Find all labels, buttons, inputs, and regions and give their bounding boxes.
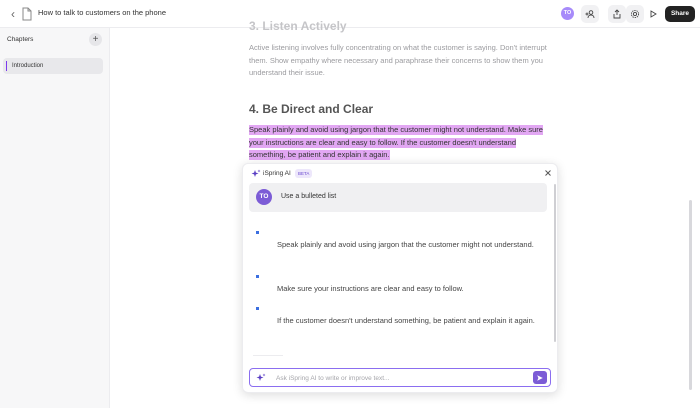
bullet-marker [256, 231, 259, 234]
avatar: TO [256, 189, 272, 205]
divider [253, 355, 283, 356]
ai-panel-title: iSpring AI [263, 170, 291, 177]
add-user-button[interactable] [581, 5, 599, 23]
close-icon[interactable] [543, 168, 553, 178]
sidebar-item-introduction[interactable] [3, 58, 103, 74]
section-paragraph[interactable]: Active listening involves fully concentrating on what the customer is saying. Don't interrupt them. Show empathy where necessary and paraphrase their concerns to show them you understand their issue. [249, 43, 547, 77]
beta-badge: BETA [295, 169, 312, 178]
preview-button[interactable] [644, 5, 662, 23]
bullet-marker [256, 307, 259, 310]
upload-icon [612, 9, 622, 19]
export-button[interactable] [608, 5, 626, 23]
sparkle-icon [256, 373, 266, 383]
chapters-heading: Chapters [7, 36, 34, 43]
selected-paragraph[interactable] [249, 124, 554, 162]
top-bar [0, 0, 700, 28]
list-item: If the customer doesn't understand something, be patient and explain it again. [277, 316, 535, 325]
list-item: Make sure your instructions are clear and easy to follow. [277, 284, 464, 293]
page-scrollbar[interactable] [689, 200, 692, 390]
add-user-icon [585, 9, 595, 19]
list-item: Speak plainly and avoid using jargon that the customer might not understand. [277, 240, 534, 249]
ai-assistant-panel [242, 163, 558, 393]
add-chapter-button[interactable]: + [89, 33, 102, 46]
collaborator-avatar[interactable]: TO [561, 7, 574, 20]
ai-panel-scrollbar[interactable] [554, 184, 556, 342]
sidebar-item-label: Introduction [12, 63, 44, 69]
prompt-text: Use a bulleted list [281, 193, 337, 200]
document-title: How to talk to customers on the phone [38, 8, 166, 17]
send-icon [536, 374, 544, 382]
sparkle-icon [251, 169, 261, 179]
active-indicator [6, 61, 7, 71]
user-prompt [249, 183, 547, 212]
play-icon [648, 9, 658, 19]
share-button[interactable]: Share [665, 6, 695, 22]
section-heading: 3. Listen Actively [249, 19, 347, 33]
text-selection[interactable]: Speak plainly and avoid using jargon that the customer might not understand. Make sure your instructions are clear and easy to follow. If the customer doesn't understand something, be patient and explain it again. [249, 125, 543, 159]
gear-icon [630, 9, 640, 19]
back-arrow-icon[interactable]: ‹ [11, 7, 15, 21]
settings-button[interactable] [626, 5, 644, 23]
send-button[interactable] [533, 371, 547, 384]
ai-prompt-input[interactable] [276, 372, 516, 384]
bullet-marker [256, 275, 259, 278]
section-heading[interactable]: 4. Be Direct and Clear [249, 102, 374, 116]
chapters-sidebar [0, 28, 110, 408]
document-icon [21, 7, 33, 21]
ai-prompt-field[interactable] [249, 368, 551, 387]
